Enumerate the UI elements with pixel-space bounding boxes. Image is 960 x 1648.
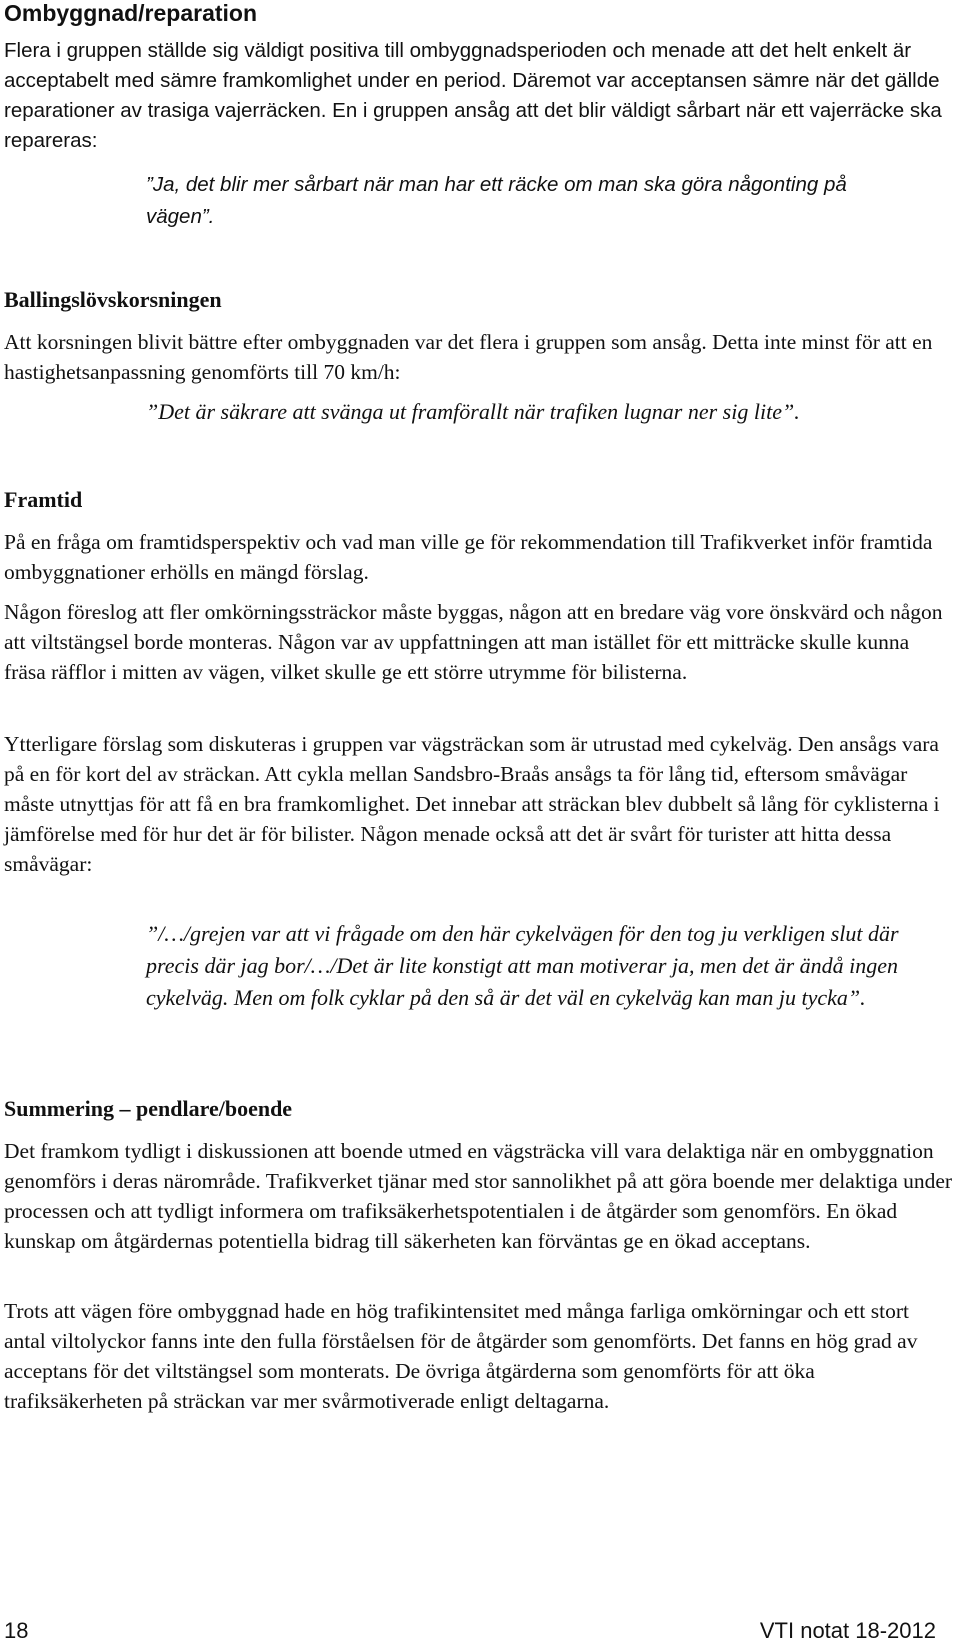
heading-ombyggnad: Ombyggnad/reparation [4, 0, 258, 26]
publication-label: VTI notat 18-2012 [759, 1618, 936, 1643]
heading-summering: Summering – pendlare/boende [4, 1096, 293, 1121]
paragraph-ombyggnad: Flera i gruppen ställde sig väldigt positiva till ombyggnadsperioden och menade att det helt enkelt är acceptabelt med sämre framkomlighet under en period. Däremot var acceptansen sämre när det gällde reparationer av trasiga vajerräcken. En i gruppen ansåg att det blir väldigt sårbart när ett vajerräcke ska repareras: [4, 39, 942, 152]
paragraph-ballingslov: Att korsningen blivit bättre efter ombyggnaden var det flera i gruppen som ansåg. Detta inte minst för att en hastighetsanpassning genomförts till 70 km/h: [4, 330, 933, 384]
paragraph-framtid-3: Ytterligare förslag som diskuteras i gruppen var vägsträckan som är utrustad med cykelväg. Den ansågs vara på en för kort del av sträckan. Att cykla mellan Sandsbro-Braås ansågs ta för lång tid, eftersom småvägar måste utnyttjas för att få en bra framkomlighet. Det innebar att sträckan blev dubbelt så lång för cyklisterna i jämförelse med för hur det är för bilister. Någon menade också att det är svårt för turister att hitta dessa småvägar: [4, 732, 940, 876]
paragraph-framtid-1: På en fråga om framtidsperspektiv och vad man ville ge för rekommendation till Trafikverket inför framtida ombyggnationer erhölls en mängd förslag. [4, 530, 933, 584]
quote-framtid: ”/…/grejen var att vi frågade om den här cykelvägen för den tog ju verkligen slut där precis där jag bor/…/Det är lite konstigt att man motiverar ja, men det är ändå ingen cykelväg. Men om folk cyklar på den så är det väl en cykelväg kan man ju tycka”. [146, 921, 899, 1010]
paragraph-summering-2: Trots att vägen före ombyggnad hade en hög trafikintensitet med många farliga omkörningar och ett stort antal viltolyckor fanns inte den fulla förståelsen för de åtgärder som genomförts. Det fanns en hög grad av acceptans för det viltstängsel som monterats. De övriga åtgärderna som genomförts för att öka trafiksäkerheten på sträckan var mer svårmotiverade enligt deltagarna. [4, 1299, 918, 1413]
page-number: 18 [4, 1618, 29, 1643]
heading-framtid: Framtid [4, 487, 83, 512]
paragraph-framtid-2: Någon föreslog att fler omkörningssträckor måste byggas, någon att en bredare väg vore önskvärd och någon att viltstängsel borde monteras. Någon var av uppfattningen att man istället för ett mitträcke skulle kunna fräsa räfflor i mitten av vägen, vilket skulle ge ett större utrymme för bilisterna. [4, 600, 943, 684]
paragraph-summering-1: Det framkom tydligt i diskussionen att boende utmed en vägsträcka vill vara delaktiga när en ombyggnation genomförs i deras närområde. Trafikverket tjänar med stor sannolikhet på att göra boende mer delaktiga under processen och att tydligt informera om trafiksäkerhetspotentialen i de åtgärder som genomförs. En ökad kunskap om åtgärdernas potentiella bidrag till säkerheten kan förväntas ge en ökad acceptans. [4, 1139, 953, 1253]
quote-ombyggnad: ”Ja, det blir mer sårbart när man har ett räcke om man ska göra någonting på vägen”. [146, 173, 847, 228]
quote-ballingslov: ”Det är säkrare att svänga ut framförallt när trafiken lugnar ner sig lite”. [146, 399, 800, 424]
heading-ballingslov: Ballingslövskorsningen [4, 287, 222, 312]
